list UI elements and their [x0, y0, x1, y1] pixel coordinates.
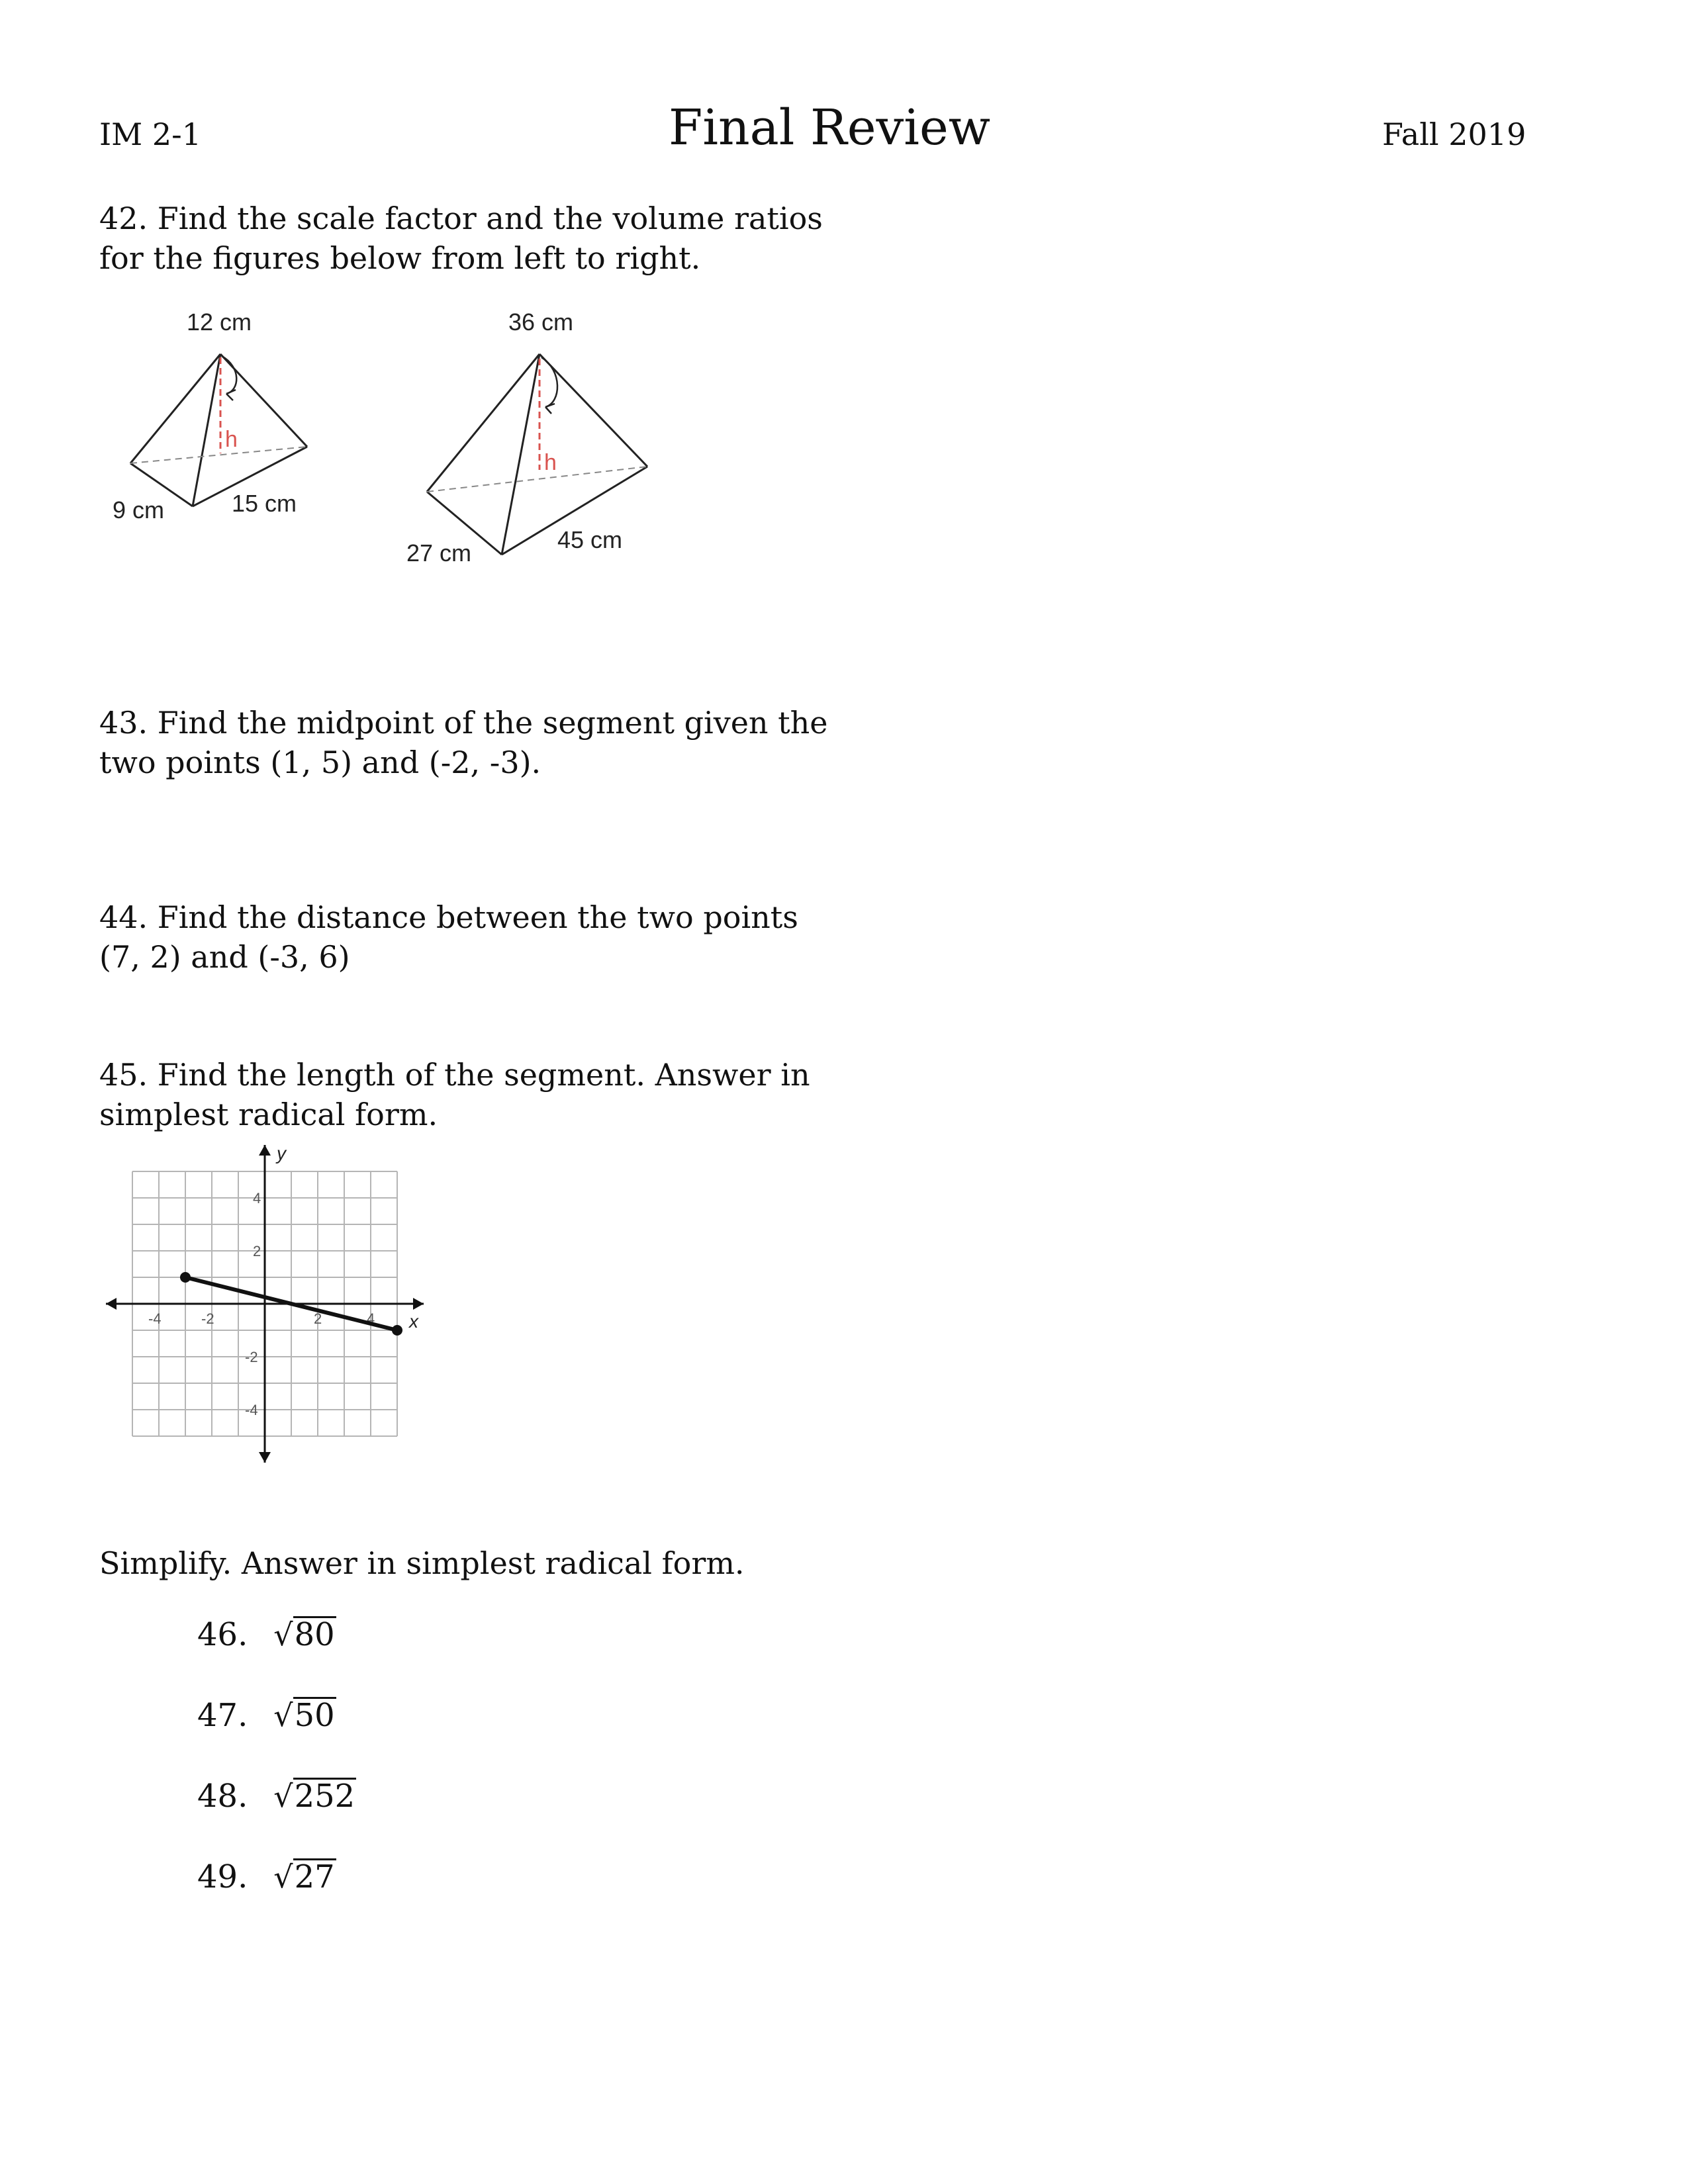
radical-expression [273, 1778, 356, 1815]
pyramid-small-right-label: 15 cm [232, 490, 297, 517]
coordinate-graph [99, 1138, 430, 1469]
pyramid-small-height-mark: h [225, 427, 238, 452]
question-45-line-1: 45. Find the length of the segment. Answer in [99, 1057, 810, 1093]
pyramid-large-left-label: 27 cm [406, 539, 472, 567]
question-44-line-1: 44. Find the distance between the two points [99, 899, 798, 935]
radical-expression [273, 1697, 336, 1734]
radical-expression [273, 1616, 336, 1653]
pyramid-small-edge-left [130, 354, 220, 463]
problem-48 [197, 1778, 356, 1815]
pyramid-small-left-label: 9 cm [113, 496, 165, 523]
question-44-line-2: (7, 2) and (-3, 6) [99, 939, 350, 975]
question-43 [99, 703, 861, 782]
y-axis-arrow-up-icon [259, 1145, 271, 1156]
simplify-instruction: Simplify. Answer in simplest radical form. [99, 1545, 745, 1581]
page-title: Final Review [669, 99, 991, 156]
question-43-line-1: 43. Find the midpoint of the segment given the [99, 705, 828, 741]
question-45-line-2: simplest radical form. [99, 1097, 438, 1132]
segment-endpoint [392, 1325, 402, 1336]
problem-47 [197, 1697, 336, 1734]
y-tick-label: -2 [245, 1349, 258, 1365]
y-tick-label: -4 [245, 1402, 258, 1418]
question-43-line-2: two points (1, 5) and (-2, -3). [99, 745, 541, 780]
radical-sign-icon: √ [273, 1617, 293, 1653]
radical-sign-icon: √ [273, 1859, 293, 1895]
radical-sign-icon: √ [273, 1698, 293, 1733]
x-axis-arrow-right-icon [413, 1298, 424, 1310]
segment-endpoint [180, 1272, 191, 1283]
course-code: IM 2-1 [99, 116, 201, 152]
pyramid-small-top-label: 12 cm [187, 308, 252, 336]
y-tick-label: 4 [253, 1190, 261, 1206]
x-tick-label: 4 [367, 1310, 375, 1327]
problem-48-radicand: 252 [294, 1778, 355, 1815]
pyramid-small-edge-front [193, 354, 220, 506]
question-42-line-2: for the figures below from left to right. [99, 240, 701, 276]
x-tick-label: -2 [201, 1310, 214, 1327]
problem-46-number: 46. [197, 1616, 248, 1653]
x-axis-arrow-left-icon [106, 1298, 117, 1310]
question-45 [99, 1055, 861, 1134]
problem-46-radicand: 80 [294, 1616, 335, 1653]
radical-sign-icon: √ [273, 1778, 293, 1814]
x-axis-label: x [409, 1311, 418, 1332]
radical-expression [273, 1858, 336, 1895]
pyramid-large-edge-left [427, 354, 539, 492]
question-42-line-1: 42. Find the scale factor and the volume ratios [99, 201, 823, 236]
graph-axes [106, 1145, 424, 1463]
pyramid-large-height-mark: h [544, 450, 557, 475]
pyramid-figure-large [404, 304, 669, 569]
y-tick-label: 2 [253, 1243, 261, 1259]
problem-47-radicand: 50 [294, 1697, 335, 1734]
x-tick-label: -4 [148, 1310, 162, 1327]
problem-49-number: 49. [197, 1858, 248, 1895]
term-label: Fall 2019 [1382, 116, 1526, 152]
x-tick-label: 2 [314, 1310, 322, 1327]
problem-49 [197, 1858, 336, 1895]
question-42 [99, 199, 861, 278]
problem-49-radicand: 27 [294, 1858, 335, 1895]
problem-46 [197, 1616, 336, 1653]
question-44 [99, 897, 861, 977]
y-axis-label: y [277, 1143, 286, 1163]
problem-47-number: 47. [197, 1697, 248, 1734]
y-axis-arrow-down-icon [259, 1452, 271, 1463]
pyramid-large-right-label: 45 cm [557, 526, 623, 553]
pyramid-large-base-hidden [427, 467, 647, 492]
problem-48-number: 48. [197, 1778, 248, 1815]
pyramid-large-edge-front [502, 354, 539, 555]
pyramid-large-top-label: 36 cm [508, 308, 574, 336]
